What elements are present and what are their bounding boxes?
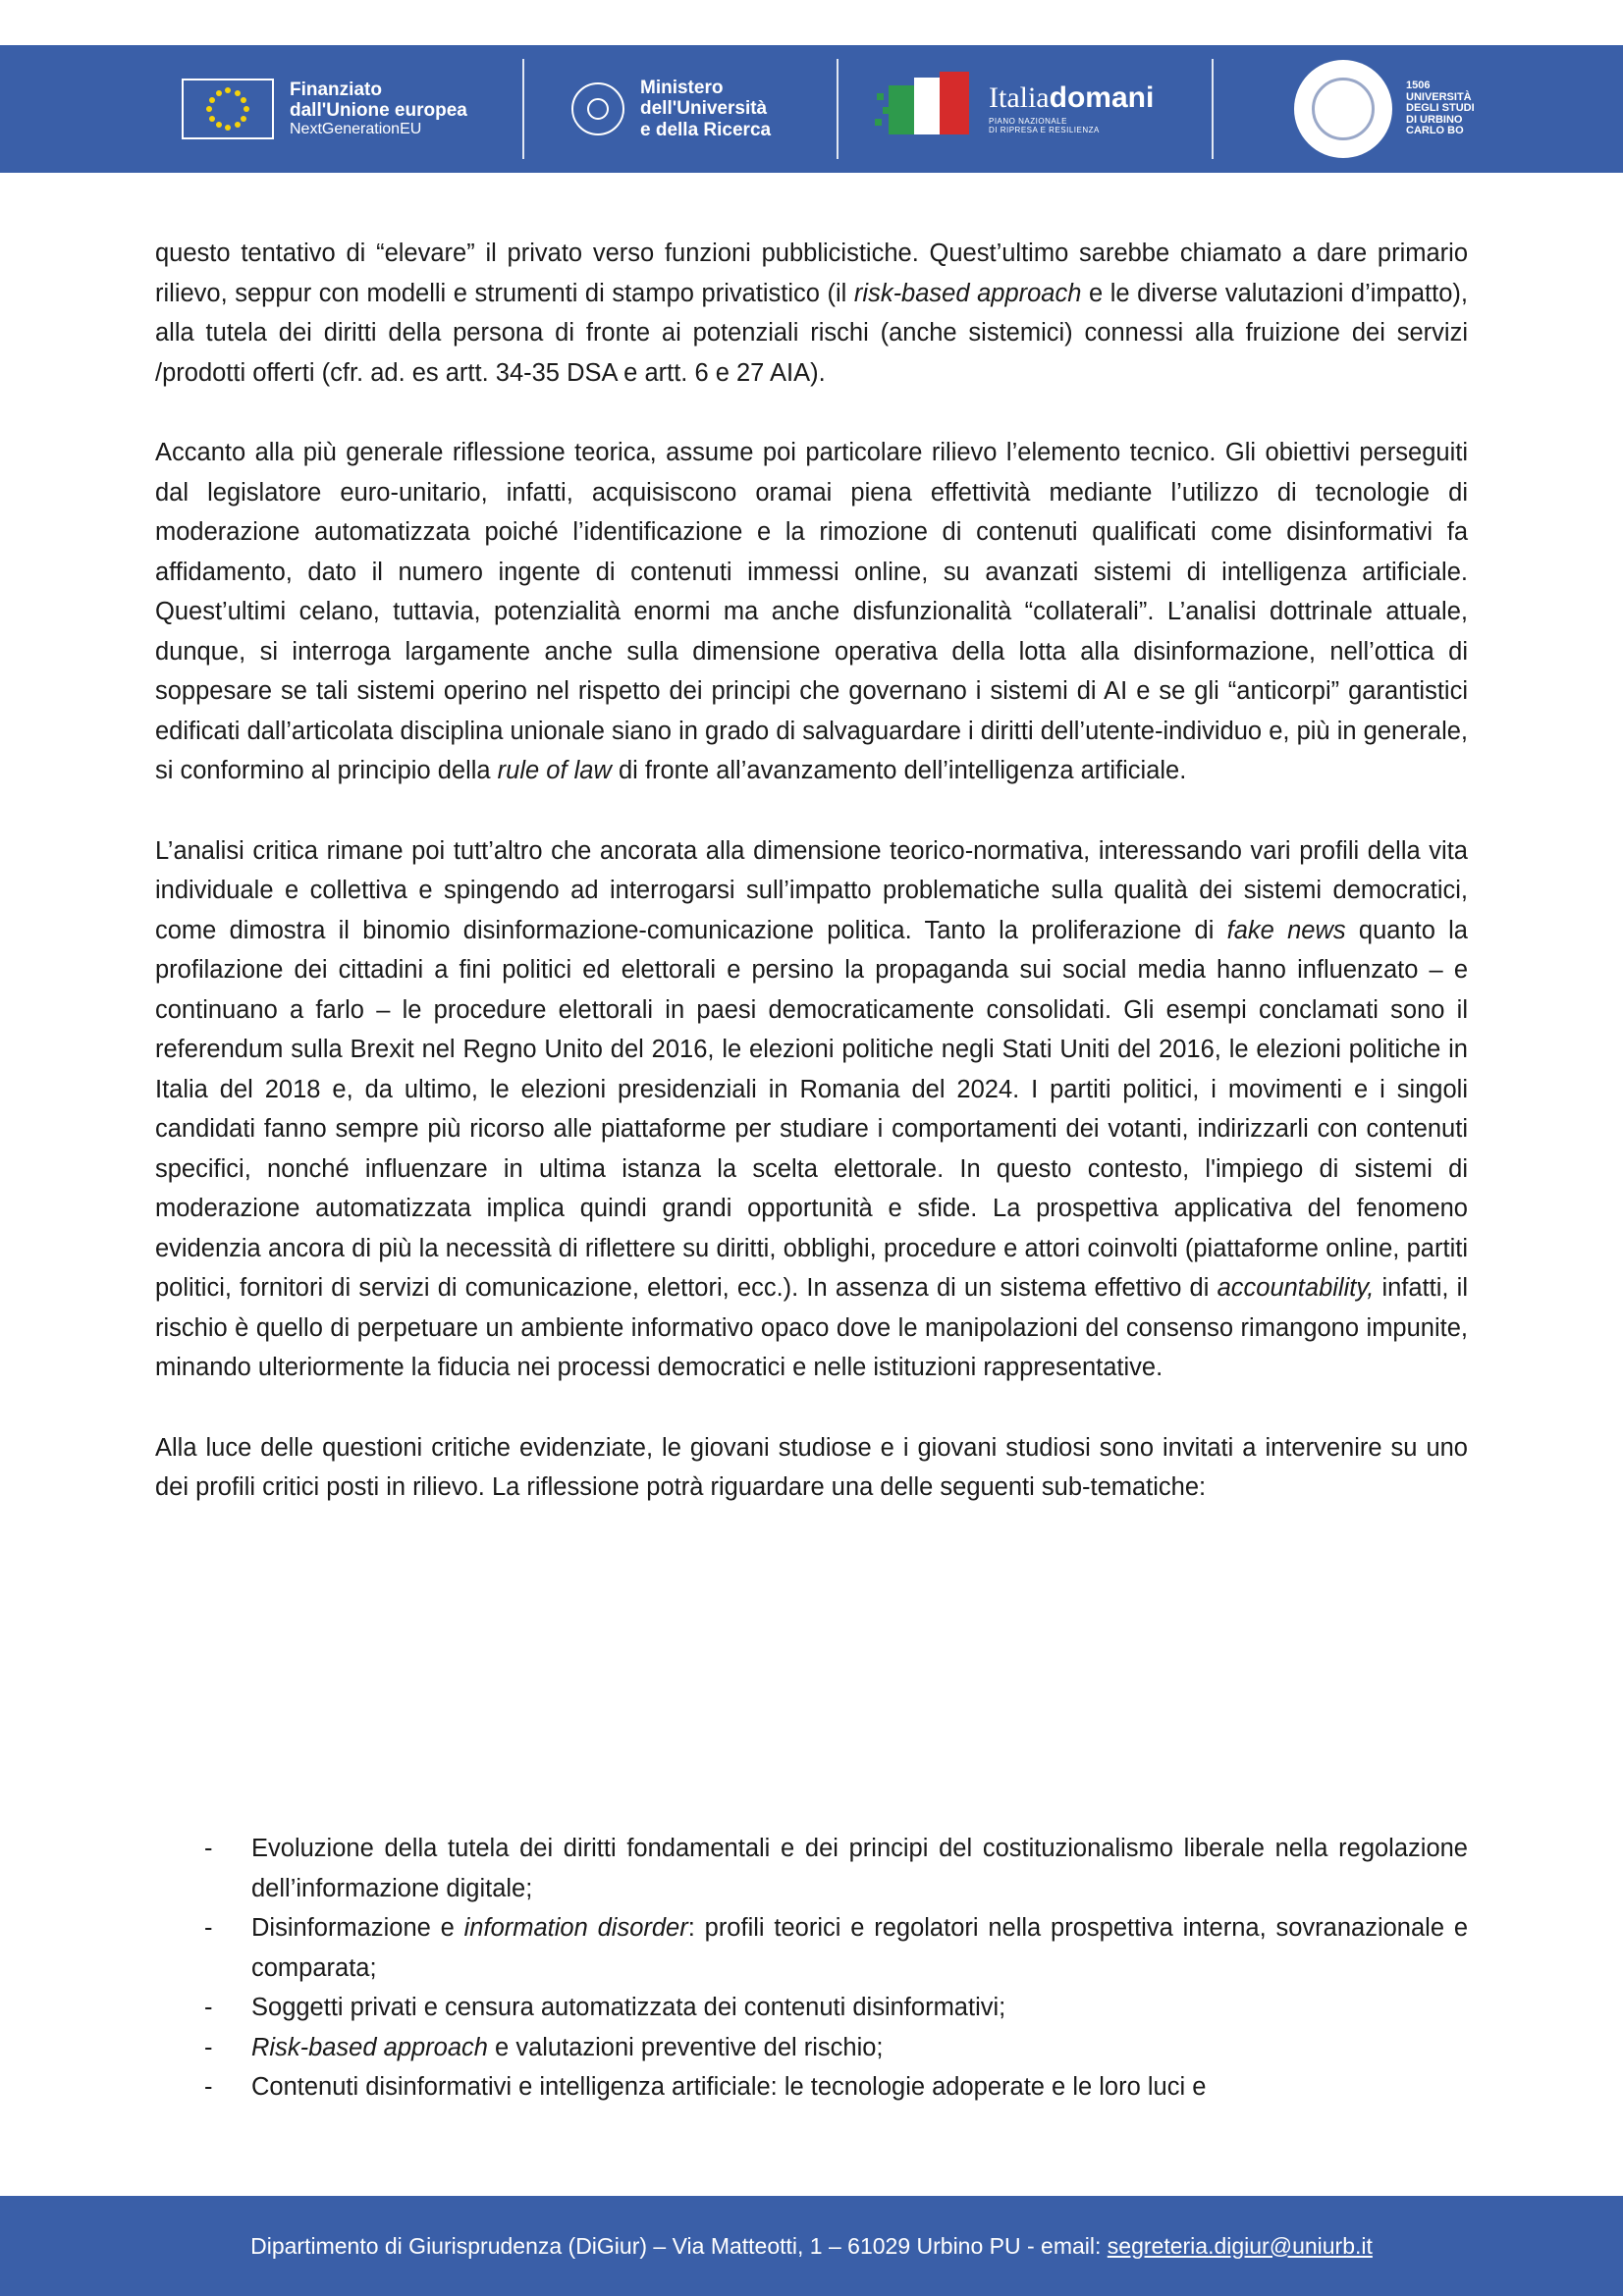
mur-line2: dell'Università	[640, 98, 768, 120]
paragraph	[155, 433, 1468, 791]
eu-star-icon	[209, 97, 215, 103]
eu-star-icon	[241, 97, 246, 103]
eu-star-icon	[225, 125, 231, 131]
list-item	[155, 1988, 1468, 2028]
list-item-text	[251, 1835, 1468, 1902]
text-run: e le diverse valutazioni d’impatto), alla tutela dei diritti della persona di fronte ai potenziali rischi (anche sistemici) connessi alla fruizione dei servizi /prodotti offerti (cfr. ad. es artt. 34-35 DSA e artt. 6 e 27 AIA).	[155, 279, 1468, 387]
eu-funding-text	[290, 80, 467, 138]
footer-address: Dipartimento di Giurisprudenza (DiGiur) – Via Matteotti, 1 – 61029 Urbino PU - email:	[250, 2232, 1102, 2259]
eu-star-icon	[235, 122, 241, 128]
eu-line3: NextGenerationEU	[290, 121, 422, 138]
document-body	[155, 234, 1468, 1602]
list-item	[155, 2067, 1468, 2108]
list-item	[155, 1829, 1468, 1908]
university-seal-icon	[1294, 60, 1392, 158]
italic-text: accountability,	[1217, 1274, 1375, 1302]
subtopics-list	[155, 1829, 1468, 2108]
eu-line2: dall'Unione europea	[290, 100, 467, 122]
mur-line3: e della Ricerca	[640, 119, 772, 140]
text-run: Contenuti disinformativi e intelligenza artificiale: le tecnologie adoperate e le loro luci e	[251, 2073, 1207, 2101]
italian-flag-icon	[889, 72, 979, 146]
text-run: questo tentativo di “elevare” il privato verso funzioni pubblicistiche. Quest’ultimo sarebbe chiamato a dare primario rilievo, seppur con modelli e strumenti di stampo privatistico (il	[155, 240, 1468, 307]
paragraph	[155, 1428, 1468, 1508]
eu-star-icon	[206, 106, 212, 112]
header-band	[0, 45, 1623, 173]
list-item-text	[251, 1994, 1005, 2021]
university-text: 1506 UNIVERSITÀ DEGLI STUDI DI URBINO CARLO BO	[1406, 80, 1475, 137]
list-dash: -	[204, 1994, 213, 2021]
eu-star-icon	[225, 87, 231, 93]
eu-funding-logo	[182, 45, 467, 173]
italiadomani-logo	[889, 45, 1154, 173]
eu-line1: Finanziato	[290, 79, 382, 100]
italic-text: fake news	[1226, 916, 1346, 944]
list-item	[155, 2028, 1468, 2068]
list-dash: -	[204, 1914, 213, 1942]
eu-star-icon	[243, 106, 249, 112]
text-run: Soggetti privati e censura automatizzata dei contenuti disinformativi;	[251, 1994, 1006, 2021]
eu-star-icon	[235, 90, 241, 96]
italic-text: information disorder	[463, 1914, 688, 1942]
ministry-logo	[571, 45, 771, 173]
text-run: infatti, il rischio è quello di perpetuare un ambiente informativo opaco dove le manipolazioni del consenso rimangono impunite, minando ulteriormente la fiducia nei processi democratici e nelle istituzioni rappresentative.	[155, 1274, 1468, 1381]
header-divider	[837, 59, 839, 159]
header-divider	[1212, 59, 1214, 159]
paragraph	[155, 234, 1468, 393]
republic-emblem-icon	[571, 82, 624, 135]
text-run: Alla luce delle questioni critiche evidenziate, le giovani studiose e i giovani studiosi sono invitati a intervenire su uno dei profili critici posti in rilievo. La riflessione potrà riguardare una delle seguenti sub-tematiche:	[155, 1433, 1468, 1501]
list-item	[155, 1908, 1468, 1988]
list-item-text	[251, 2073, 1206, 2101]
text-run: e valutazioni preventive del rischio;	[487, 2033, 884, 2061]
footer-email-link[interactable]: segreteria.digiur@uniurb.it	[1107, 2232, 1373, 2259]
text-run: quanto la profilazione dei cittadini a fini politici ed elettorali e persino la propaganda sui social media hanno influenzato – e continuano a farlo – le procedure elettorali in paesi democraticamente consolidati. Gli esempi conclamati sono il referendum sulla Brexit nel Regno Unito del 2016, le elezioni politiche negli Stati Uniti del 2016, le elezioni politiche in Italia del 2018 e, da ultimo, le elezioni presidenziali in Romania del 2024. I partiti politici, i movimenti e i singoli candidati fanno sempre più ricorso alle piattaforme per studiare i comportamenti dei votanti, indirizzarli con contenuti specifici, nonché influenzare in ultima istanza la scelta elettorale. In questo contesto, l'impiego di sistemi di moderazione automatizzata implica quindi grandi opportunità e sfide. La prospettiva applicativa del fenomeno evidenzia ancora di più la necessità di riflettere su diritti, obblighi, procedure e attori coinvolti (piattaforme online, partiti politici, fornitori di servizi di comunicazione, elettori, ecc.). In assenza di un sistema effettivo di	[155, 916, 1468, 1302]
text-run: di fronte all’avanzamento dell’intelligenza artificiale.	[611, 757, 1187, 784]
eu-star-icon	[241, 116, 246, 122]
eu-star-icon	[216, 90, 222, 96]
header-divider	[522, 59, 524, 159]
ministry-text	[640, 78, 771, 140]
paragraph	[155, 831, 1468, 1388]
text-run: : profili teorici e regolatori nella prospettiva interna, sovranazionale e comparata;	[251, 1914, 1469, 1982]
mur-line1: Ministero	[640, 78, 724, 99]
italiadomani-name: Italiadomani	[989, 80, 1155, 114]
text-run: L’analisi critica rimane poi tutt’altro che ancorata alla dimensione teorico-normativa, interessando vari profili della vita individuale e collettiva e spingendo ad interrogarsi sull’impatto problematiche sulla qualità dei sistemi democratici, come dimostra il binomio disinformazione-comunicazione politica. Tanto la proliferazione di	[155, 836, 1468, 944]
list-item-text	[251, 2034, 884, 2061]
eu-flag-icon	[182, 79, 274, 139]
italiadomani-subtitle: PIANO NAZIONALE DI RIPRESA E RESILIENZA	[989, 116, 1100, 134]
list-dash: -	[204, 2033, 213, 2061]
text-run: Evoluzione della tutela dei diritti fondamentali e dei principi del costituzionalismo liberale nella regolazione dell’informazione digitale;	[251, 1835, 1468, 1902]
italic-text: rule of law	[497, 757, 612, 784]
university-logo	[1294, 45, 1475, 173]
eu-star-icon	[216, 122, 222, 128]
eu-star-icon	[209, 116, 215, 122]
list-dash: -	[204, 2073, 213, 2101]
footer-band	[0, 2196, 1623, 2296]
text-run: Disinformazione e	[251, 1914, 464, 1942]
list-dash: -	[204, 1835, 213, 1862]
text-run: Accanto alla più generale riflessione teorica, assume poi particolare rilievo l’elemento tecnico. Gli obiettivi perseguiti dal legislatore euro-unitario, infatti, acquisiscono oramai piena effettività mediante l’utilizzo di tecnologie di moderazione automatizzata poiché l’identificazione e la rimozione di contenuti qualificati come disinformativi fa affidamento, dato il numero ingente di contenuti immessi online, su avanzati sistemi di intelligenza artificiale. Quest’ultimi celano, tuttavia, potenzialità enormi ma anche disfunzionalità “collaterali”. L’analisi dottrinale attuale, dunque, si interroga largamente anche sulla dimensione operativa della lotta alla disinformazione, nell’ottica di soppesare se tali sistemi operino nel rispetto dei principi che governano i sistemi di AI e se gli “anticorpi” garantistici edificati dall’articolata disciplina unionale siano in grado di salvaguardare i diritti dell’utente-individuo e, più in generale, si conformino al principio della	[155, 439, 1468, 784]
italic-text: Risk-based approach	[251, 2033, 488, 2061]
italic-text: risk-based approach	[853, 279, 1082, 307]
italiadomani-text	[989, 80, 1155, 135]
list-item-text	[251, 1914, 1468, 1982]
